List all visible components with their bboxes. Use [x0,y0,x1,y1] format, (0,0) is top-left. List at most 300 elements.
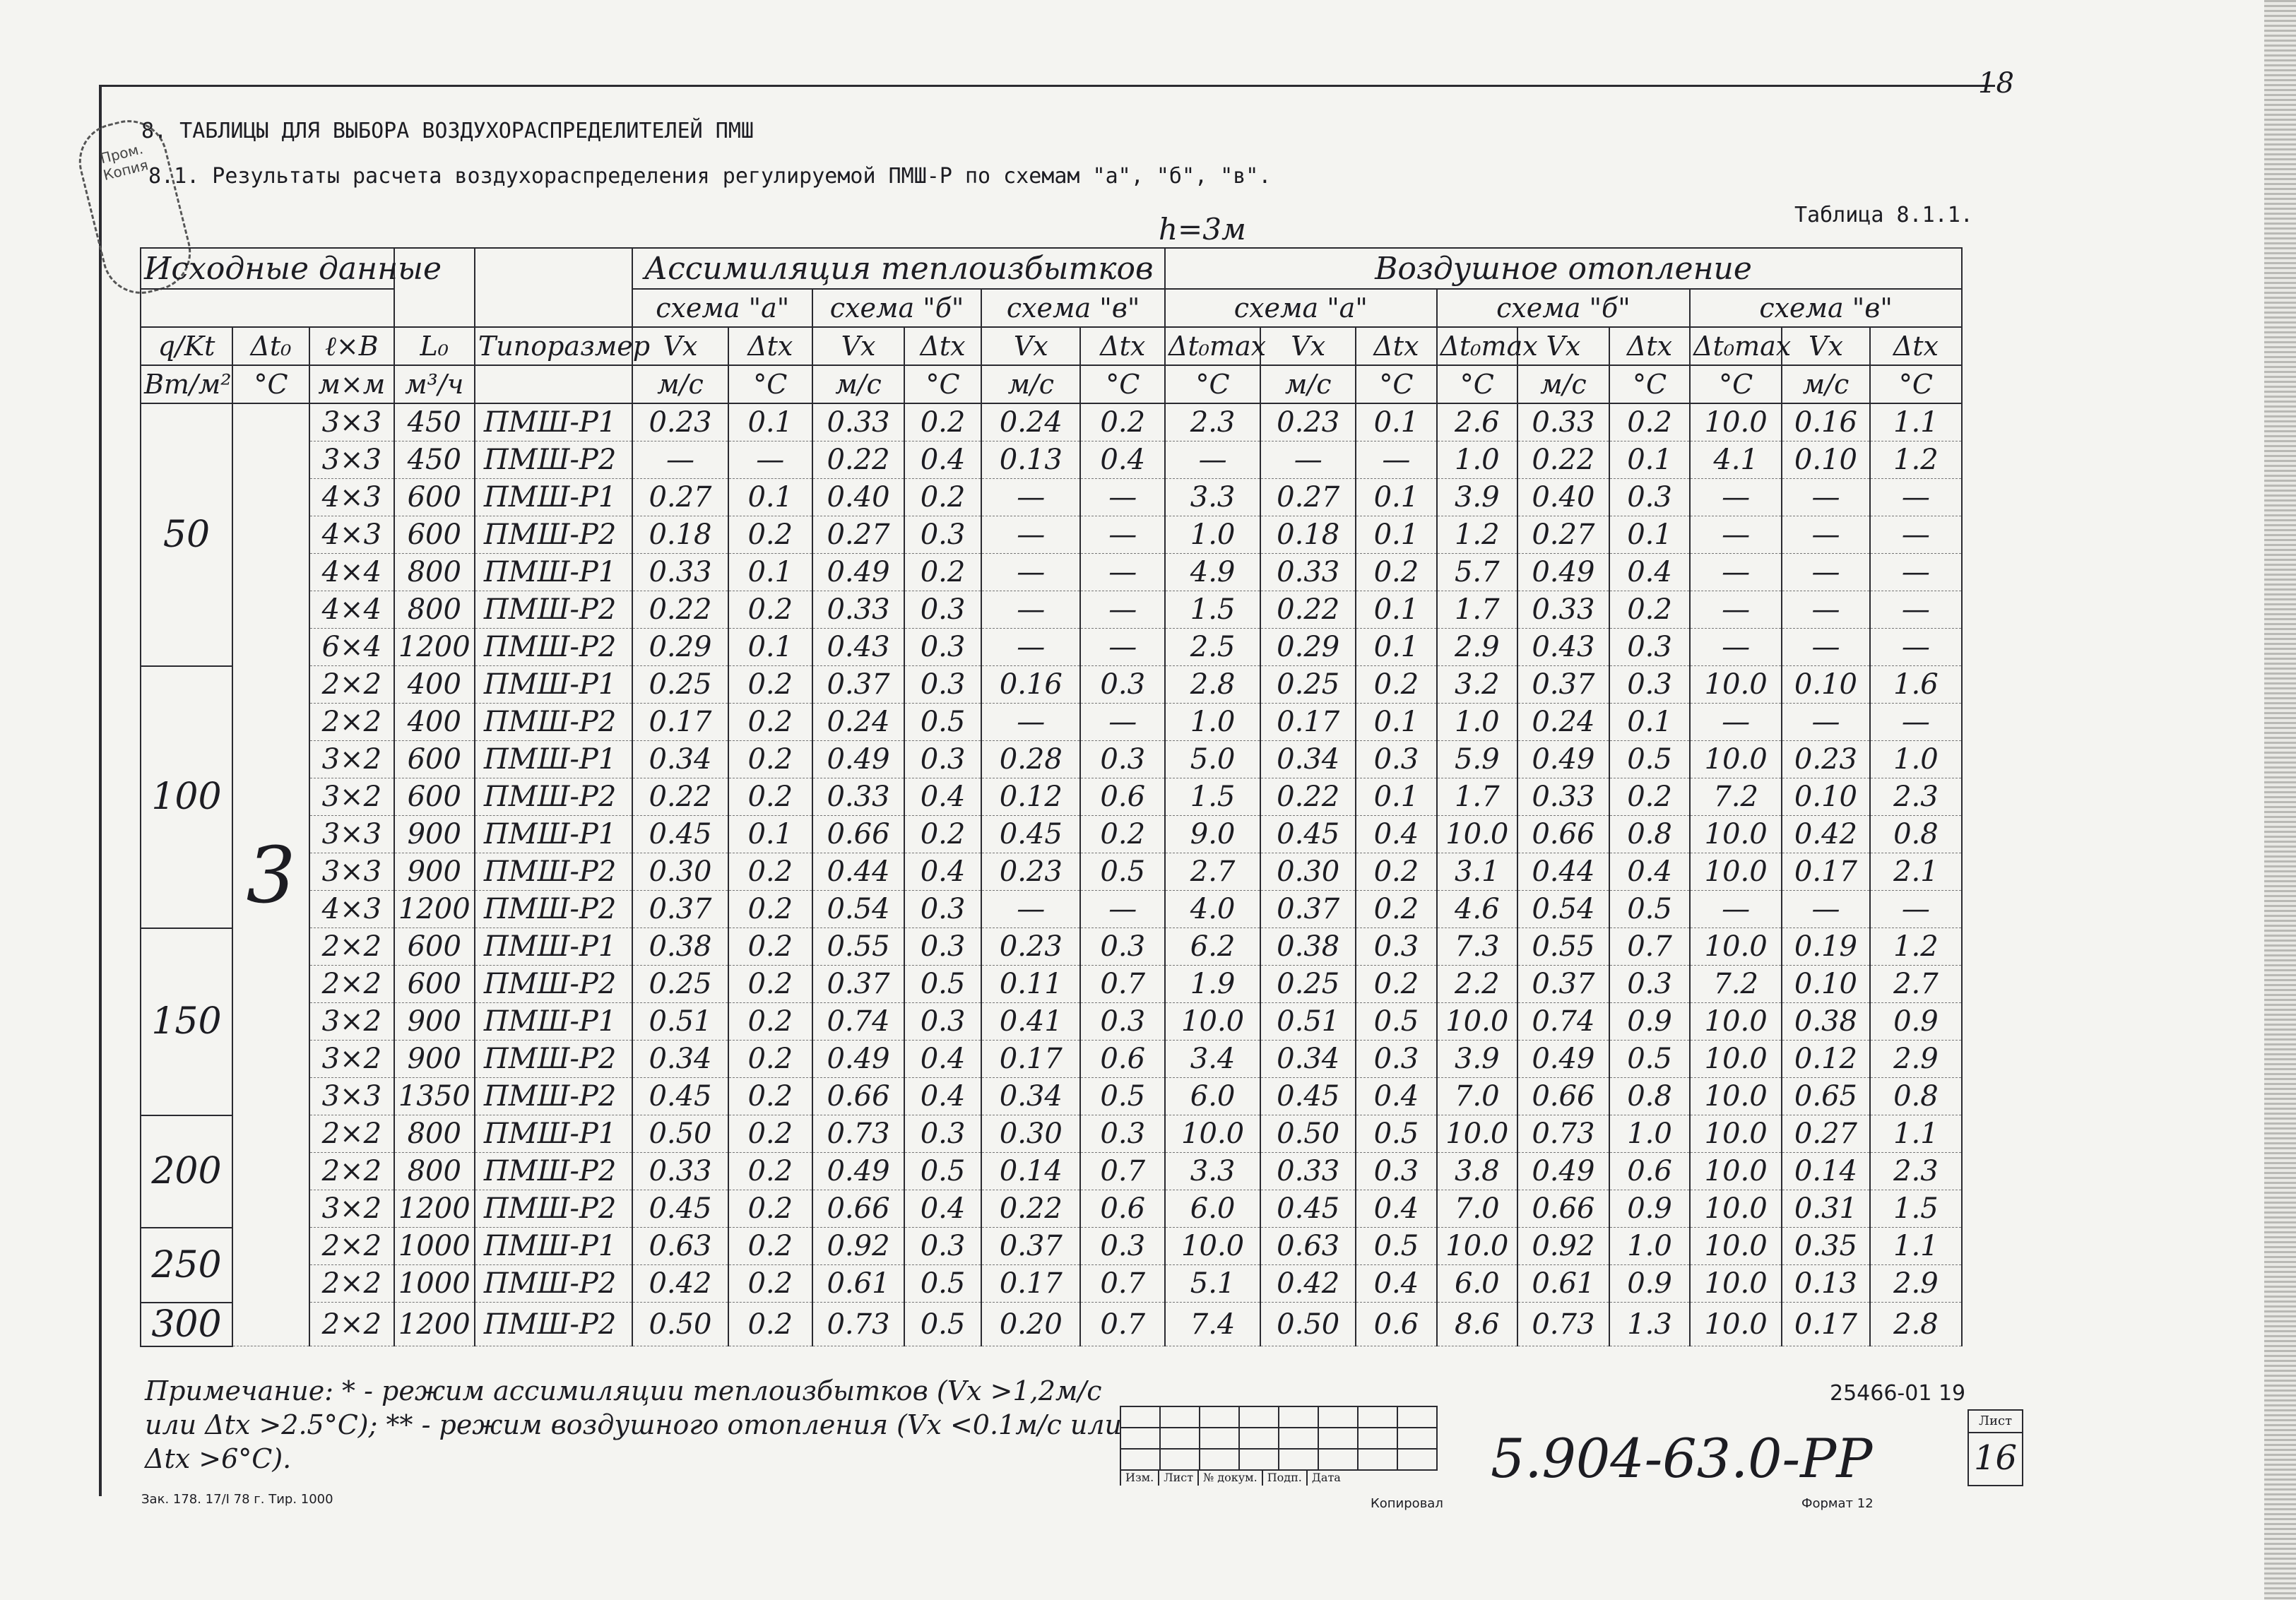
cell-heat-v-dtx: 1.1 [1870,1228,1962,1265]
cell-size: 3×2 [309,741,394,778]
cell-assim-v-dtx: 0.6 [1080,1041,1165,1078]
cell-assim-v-dtx: — [1080,629,1165,666]
cell-assim-b-vx: 0.66 [812,816,904,853]
cell-assim-b-dtx: 0.5 [904,1303,981,1346]
cell-heat-b-dtmax: 1.0 [1437,704,1517,741]
cell-heat-a-dtmax: 9.0 [1165,816,1260,853]
cell-heat-v-vx: — [1782,704,1870,741]
cell-heat-b-dtx: 0.3 [1609,966,1690,1003]
cell-heat-b-dtx: 0.5 [1609,891,1690,928]
cell-heat-a-vx: 0.33 [1260,554,1356,591]
cell-heat-v-dtmax: 10.0 [1690,928,1782,966]
cell-assim-a-vx: 0.50 [632,1115,728,1153]
cell-airflow: 1200 [394,1190,475,1228]
note-text: * - режим ассимиляции теплоизбытков (Vx >1,2м/с или Δtx >2.5°C); ** - режим воздушного отопления (Vx <0.1м/с или Δtx >6°C). [145,1375,1123,1474]
cell-assim-b-vx: 0.73 [812,1115,904,1153]
table-row [141,1228,1962,1265]
col-dtx: Δtx [1609,327,1690,365]
cell-heat-b-dtmax: 7.0 [1437,1078,1517,1115]
cell-assim-v-dtx: 0.3 [1080,1115,1165,1153]
cell-heat-v-dtmax: 10.0 [1690,1041,1782,1078]
cell-heat-v-dtmax: — [1690,479,1782,516]
title-block-labels [1120,1469,1345,1486]
cell-airflow: 800 [394,554,475,591]
cell-assim-b-vx: 0.66 [812,1078,904,1115]
cell-airflow: 1200 [394,1303,475,1346]
unit-c: °C [1356,365,1436,403]
cell-heat-v-dtx: 0.8 [1870,1078,1962,1115]
cell-assim-a-vx: 0.17 [632,704,728,741]
cell-heat-b-vx: 0.66 [1517,1078,1609,1115]
note-lead: Примечание: [145,1375,334,1406]
cell-assim-v-vx: 0.12 [981,778,1080,816]
table-row [141,1153,1962,1190]
cell-airflow: 450 [394,403,475,442]
cell-assim-v-dtx: — [1080,554,1165,591]
cell-model: ПМШ-Р1 [475,403,632,442]
cell-assim-v-vx: 0.16 [981,666,1080,704]
cell-heat-v-vx: 0.65 [1782,1078,1870,1115]
cell-model: ПМШ-Р1 [475,1115,632,1153]
cell-model: ПМШ-Р1 [475,741,632,778]
cell-assim-v-dtx: 0.7 [1080,1303,1165,1346]
cell-airflow: 900 [394,853,475,891]
cell-assim-a-dtx: 0.2 [728,1115,813,1153]
cell-heat-b-vx: 0.27 [1517,516,1609,554]
unit-ms: м/с [1782,365,1870,403]
cell-assim-b-vx: 0.43 [812,629,904,666]
table-row [141,1003,1962,1041]
cell-heat-b-dtx: 0.1 [1609,704,1690,741]
cell-heat-b-dtx: 1.0 [1609,1115,1690,1153]
cell-airflow: 1200 [394,629,475,666]
cell-assim-a-vx: 0.18 [632,516,728,554]
air-heating-header: Воздушное отопление [1165,248,1962,289]
cell-assim-b-vx: 0.49 [812,554,904,591]
stamp-label-list: Лист [1158,1469,1197,1486]
cell-heat-b-dtmax: 5.7 [1437,554,1517,591]
cell-assim-a-vx: 0.37 [632,891,728,928]
cell-assim-a-dtx: 0.2 [728,1265,813,1303]
cell-heat-b-dtmax: 2.9 [1437,629,1517,666]
cell-assim-a-dtx: 0.2 [728,928,813,966]
cell-assim-v-dtx: 0.6 [1080,1190,1165,1228]
cell-heat-v-dtmax: — [1690,554,1782,591]
empty-header-type [475,248,632,327]
cell-heat-b-vx: 0.33 [1517,591,1609,629]
cell-heat-v-dtx: 2.3 [1870,778,1962,816]
results-table-body [141,403,1962,1346]
cell-assim-b-dtx: 0.2 [904,554,981,591]
cell-assim-b-dtx: 0.4 [904,1041,981,1078]
cell-airflow: 400 [394,704,475,741]
cell-assim-a-vx: 0.45 [632,1190,728,1228]
cell-heat-b-dtx: 0.5 [1609,1041,1690,1078]
table-row [141,1115,1962,1153]
cell-assim-a-dtx: 0.2 [728,1003,813,1041]
cell-heat-a-dtx: 0.2 [1356,891,1436,928]
cell-heat-v-vx: 0.35 [1782,1228,1870,1265]
col-vx: Vx [812,327,904,365]
table-row [141,928,1962,966]
cell-airflow: 400 [394,666,475,704]
table-row [141,1078,1962,1115]
cell-assim-v-vx: 0.11 [981,966,1080,1003]
cell-heat-a-dtmax: 5.0 [1165,741,1260,778]
cell-assim-b-vx: 0.24 [812,704,904,741]
cell-heat-v-vx: 0.19 [1782,928,1870,966]
table-row [141,403,1962,442]
cell-assim-a-dtx: 0.2 [728,778,813,816]
unit-ms: м/с [1260,365,1356,403]
note [145,1374,1134,1476]
cell-heat-b-vx: 0.33 [1517,403,1609,442]
section-title: 8. ТАБЛИЦЫ ДЛЯ ВЫБОРА ВОЗДУХОРАСПРЕДЕЛИТЕЛЕЙ ПМШ [141,119,754,143]
cell-assim-b-dtx: 0.2 [904,479,981,516]
cell-assim-b-dtx: 0.4 [904,778,981,816]
cell-heat-v-dtx: — [1870,516,1962,554]
cell-assim-a-vx: 0.27 [632,479,728,516]
cell-assim-a-vx: 0.45 [632,1078,728,1115]
cell-heat-b-dtmax: 3.8 [1437,1153,1517,1190]
cell-heat-a-vx: — [1260,442,1356,479]
cell-assim-a-dtx: 0.2 [728,741,813,778]
cell-assim-a-vx: 0.29 [632,629,728,666]
cell-assim-v-dtx: 0.3 [1080,1228,1165,1265]
cell-heat-v-dtmax: 10.0 [1690,666,1782,704]
cell-assim-v-dtx: 0.3 [1080,741,1165,778]
cell-heat-a-dtx: — [1356,442,1436,479]
cell-heat-a-dtmax: 3.3 [1165,1153,1260,1190]
cell-assim-v-dtx: — [1080,591,1165,629]
cell-heat-b-dtx: 0.7 [1609,928,1690,966]
cell-size: 4×3 [309,479,394,516]
cell-assim-b-vx: 0.33 [812,591,904,629]
unit-ms: м/с [632,365,728,403]
cell-assim-b-dtx: 0.3 [904,891,981,928]
cell-assim-b-dtx: 0.3 [904,666,981,704]
cell-heat-a-vx: 0.45 [1260,1190,1356,1228]
cell-heat-v-dtmax: 10.0 [1690,1003,1782,1041]
cell-model: ПМШ-Р2 [475,442,632,479]
cell-assim-a-vx: 0.33 [632,554,728,591]
cell-heat-b-dtmax: 2.6 [1437,403,1517,442]
cell-heat-a-dtmax: 3.3 [1165,479,1260,516]
cell-assim-v-vx: 0.30 [981,1115,1080,1153]
cell-assim-a-vx: — [632,442,728,479]
cell-assim-b-dtx: 0.5 [904,1153,981,1190]
cell-assim-v-dtx: — [1080,704,1165,741]
side-stamp: Пром. Копия [71,112,199,302]
cell-heat-a-dtmax: 4.9 [1165,554,1260,591]
cell-airflow: 600 [394,516,475,554]
cell-heat-v-vx: 0.17 [1782,853,1870,891]
cell-assim-v-dtx: 0.3 [1080,1003,1165,1041]
cell-assim-v-vx: 0.17 [981,1265,1080,1303]
cell-heat-v-dtx: 0.8 [1870,816,1962,853]
cell-heat-a-vx: 0.50 [1260,1115,1356,1153]
cell-assim-v-vx: 0.28 [981,741,1080,778]
cell-heat-a-dtx: 0.1 [1356,591,1436,629]
cell-heat-b-dtmax: 3.1 [1437,853,1517,891]
cell-heat-v-vx: 0.14 [1782,1153,1870,1190]
cell-heat-b-dtx: 1.3 [1609,1303,1690,1346]
cell-heat-b-dtmax: 6.0 [1437,1265,1517,1303]
cell-assim-a-vx: 0.34 [632,1041,728,1078]
cell-heat-a-dtx: 0.4 [1356,1190,1436,1228]
cell-model: ПМШ-Р2 [475,853,632,891]
cell-assim-a-vx: 0.22 [632,591,728,629]
cell-heat-b-vx: 0.73 [1517,1303,1609,1346]
cell-heat-v-dtx: — [1870,704,1962,741]
cell-heat-a-dtx: 0.2 [1356,853,1436,891]
cell-heat-a-vx: 0.29 [1260,629,1356,666]
cell-assim-a-vx: 0.51 [632,1003,728,1041]
table-row [141,1303,1962,1346]
cell-assim-b-dtx: 0.5 [904,704,981,741]
cell-heat-a-vx: 0.25 [1260,666,1356,704]
cell-heat-a-vx: 0.34 [1260,1041,1356,1078]
cell-heat-b-vx: 0.49 [1517,741,1609,778]
heat-load-group: 250 [141,1228,232,1303]
sheet-number: 16 [1973,1438,2018,1478]
cell-heat-v-dtmax: — [1690,704,1782,741]
table-row [141,816,1962,853]
cell-airflow: 1200 [394,891,475,928]
cell-heat-a-dtmax: 2.3 [1165,403,1260,442]
heat-load-group: 300 [141,1303,232,1346]
cell-assim-v-dtx: — [1080,891,1165,928]
cell-assim-a-vx: 0.45 [632,816,728,853]
cell-heat-a-dtx: 0.3 [1356,1041,1436,1078]
cell-heat-b-vx: 0.54 [1517,891,1609,928]
cell-assim-a-dtx: — [728,442,813,479]
stamp-label-doc: № докум. [1197,1469,1262,1486]
cell-heat-v-dtmax: — [1690,591,1782,629]
cell-assim-a-vx: 0.42 [632,1265,728,1303]
cell-heat-v-dtx: 1.5 [1870,1190,1962,1228]
cell-heat-a-vx: 0.34 [1260,741,1356,778]
cell-assim-a-dtx: 0.2 [728,1078,813,1115]
cell-assim-b-dtx: 0.3 [904,928,981,966]
cell-heat-b-dtmax: 1.2 [1437,516,1517,554]
cell-heat-a-vx: 0.18 [1260,516,1356,554]
cell-airflow: 900 [394,1003,475,1041]
cell-assim-v-vx: 0.17 [981,1041,1080,1078]
cell-heat-a-dtmax: 2.5 [1165,629,1260,666]
cell-assim-b-vx: 0.44 [812,853,904,891]
cell-heat-v-dtmax: 10.0 [1690,853,1782,891]
cell-heat-b-dtx: 0.3 [1609,666,1690,704]
cell-assim-v-dtx: 0.7 [1080,1153,1165,1190]
cell-assim-v-vx: — [981,479,1080,516]
cell-heat-v-dtmax: 7.2 [1690,778,1782,816]
assim-scheme-v: схема "в" [981,289,1165,327]
unit-c: °C [728,365,813,403]
cell-assim-v-dtx: 0.2 [1080,403,1165,442]
cell-size: 4×4 [309,591,394,629]
cell-heat-v-dtx: 1.1 [1870,403,1962,442]
cell-heat-v-vx: — [1782,479,1870,516]
cell-heat-v-vx: 0.42 [1782,816,1870,853]
cell-airflow: 1000 [394,1228,475,1265]
cell-size: 3×2 [309,778,394,816]
cell-heat-v-dtmax: 10.0 [1690,1265,1782,1303]
cell-assim-a-vx: 0.25 [632,666,728,704]
cell-size: 2×2 [309,1115,394,1153]
cell-heat-a-dtx: 0.2 [1356,666,1436,704]
cell-assim-v-vx: — [981,629,1080,666]
cell-assim-b-dtx: 0.5 [904,1265,981,1303]
input-data-header: Исходные данные [141,248,394,289]
cell-heat-a-vx: 0.51 [1260,1003,1356,1041]
cell-assim-v-vx: — [981,704,1080,741]
cell-heat-v-dtx: — [1870,629,1962,666]
cell-assim-b-vx: 0.33 [812,403,904,442]
cell-assim-a-vx: 0.30 [632,853,728,891]
cell-heat-v-dtx: 1.1 [1870,1115,1962,1153]
cell-heat-a-dtx: 0.3 [1356,928,1436,966]
col-dt0: Δt₀ [232,327,309,365]
cell-heat-a-vx: 0.50 [1260,1303,1356,1346]
table-row [141,629,1962,666]
cell-heat-b-vx: 0.33 [1517,778,1609,816]
unit-ms: м/с [981,365,1080,403]
cell-heat-a-vx: 0.27 [1260,479,1356,516]
cell-heat-a-vx: 0.30 [1260,853,1356,891]
table-row [141,966,1962,1003]
cell-assim-b-vx: 0.37 [812,966,904,1003]
table-row [141,1265,1962,1303]
cell-heat-a-dtx: 0.6 [1356,1303,1436,1346]
cell-heat-v-dtmax: — [1690,891,1782,928]
cell-assim-v-vx: — [981,891,1080,928]
cell-heat-a-dtx: 0.1 [1356,479,1436,516]
cell-size: 6×4 [309,629,394,666]
cell-assim-v-dtx: 0.4 [1080,442,1165,479]
cell-heat-a-dtx: 0.3 [1356,1153,1436,1190]
unit-c: °C [1437,365,1517,403]
cell-heat-b-dtx: 0.5 [1609,741,1690,778]
cell-assim-b-dtx: 0.3 [904,1115,981,1153]
cell-assim-v-dtx: 0.3 [1080,928,1165,966]
cell-assim-b-vx: 0.40 [812,479,904,516]
cell-assim-a-vx: 0.22 [632,778,728,816]
col-vx: Vx [1782,327,1870,365]
cell-heat-a-dtx: 0.1 [1356,704,1436,741]
cell-heat-b-vx: 0.43 [1517,629,1609,666]
cell-heat-b-dtmax: 10.0 [1437,816,1517,853]
cell-assim-a-vx: 0.63 [632,1228,728,1265]
cell-heat-v-vx: — [1782,891,1870,928]
cell-assim-b-dtx: 0.3 [904,629,981,666]
cell-heat-a-dtmax: 1.5 [1165,778,1260,816]
cell-heat-b-vx: 0.55 [1517,928,1609,966]
cell-assim-a-dtx: 0.2 [728,704,813,741]
cell-airflow: 1000 [394,1265,475,1303]
cell-assim-a-dtx: 0.2 [728,1153,813,1190]
cell-assim-b-vx: 0.61 [812,1265,904,1303]
col-vx: Vx [1517,327,1609,365]
cell-assim-v-dtx: 0.7 [1080,966,1165,1003]
cell-assim-v-vx: — [981,554,1080,591]
cell-model: ПМШ-Р2 [475,591,632,629]
results-table [140,247,1963,1347]
cell-heat-a-dtmax: 10.0 [1165,1003,1260,1041]
cell-size: 4×4 [309,554,394,591]
cell-model: ПМШ-Р2 [475,778,632,816]
cell-heat-b-vx: 0.73 [1517,1115,1609,1153]
cell-assim-b-vx: 0.74 [812,1003,904,1041]
cell-heat-a-dtx: 0.2 [1356,966,1436,1003]
cell-heat-a-vx: 0.38 [1260,928,1356,966]
table-label: Таблица 8.1.1. [1794,203,1973,227]
cell-size: 2×2 [309,1265,394,1303]
table-row [141,741,1962,778]
cell-airflow: 600 [394,778,475,816]
cell-size: 3×3 [309,442,394,479]
cell-heat-b-dtx: 0.9 [1609,1265,1690,1303]
cell-heat-b-dtmax: 10.0 [1437,1003,1517,1041]
cell-assim-v-vx: 0.41 [981,1003,1080,1041]
cell-heat-b-dtx: 0.1 [1609,442,1690,479]
cell-assim-b-dtx: 0.3 [904,741,981,778]
dt0-value: 3 [232,403,309,1346]
cell-assim-b-dtx: 0.4 [904,853,981,891]
cell-heat-a-dtmax: 10.0 [1165,1115,1260,1153]
cell-assim-v-vx: 0.37 [981,1228,1080,1265]
cell-heat-v-vx: 0.16 [1782,403,1870,442]
cell-heat-v-dtmax: 10.0 [1690,1190,1782,1228]
cell-heat-v-dtmax: 10.0 [1690,1078,1782,1115]
cell-heat-b-dtmax: 10.0 [1437,1115,1517,1153]
cell-heat-v-dtx: 2.3 [1870,1153,1962,1190]
cell-assim-b-vx: 0.49 [812,741,904,778]
cell-heat-b-dtmax: 8.6 [1437,1303,1517,1346]
cell-heat-v-vx: — [1782,554,1870,591]
cell-heat-a-vx: 0.45 [1260,1078,1356,1115]
cell-assim-v-vx: 0.22 [981,1190,1080,1228]
stamp-label-izm: Изм. [1120,1469,1158,1486]
cell-model: ПМШ-Р1 [475,1003,632,1041]
cell-heat-a-dtx: 0.4 [1356,1078,1436,1115]
cell-heat-v-vx: — [1782,629,1870,666]
cell-assim-a-dtx: 0.2 [728,1041,813,1078]
height-note: h=3м [1159,212,1246,247]
unit-ms: м/с [812,365,904,403]
cell-assim-b-dtx: 0.4 [904,1078,981,1115]
cell-heat-v-dtmax: 10.0 [1690,403,1782,442]
cell-heat-a-vx: 0.63 [1260,1228,1356,1265]
cell-airflow: 450 [394,442,475,479]
col-type: Типоразмер [475,327,632,365]
cell-airflow: 900 [394,816,475,853]
cell-heat-v-dtmax: — [1690,629,1782,666]
cell-heat-b-dtx: 0.4 [1609,554,1690,591]
cell-size: 2×2 [309,928,394,966]
cell-heat-a-dtx: 0.4 [1356,816,1436,853]
cell-assim-v-dtx: 0.6 [1080,778,1165,816]
cell-assim-v-dtx: 0.3 [1080,666,1165,704]
table-row [141,591,1962,629]
cell-heat-a-dtx: 0.1 [1356,516,1436,554]
cell-assim-v-vx: — [981,591,1080,629]
cell-heat-a-dtx: 0.1 [1356,403,1436,442]
cell-heat-a-dtx: 0.1 [1356,629,1436,666]
col-dtx: Δtx [728,327,813,365]
cell-heat-b-vx: 0.44 [1517,853,1609,891]
cell-assim-b-dtx: 0.3 [904,1003,981,1041]
